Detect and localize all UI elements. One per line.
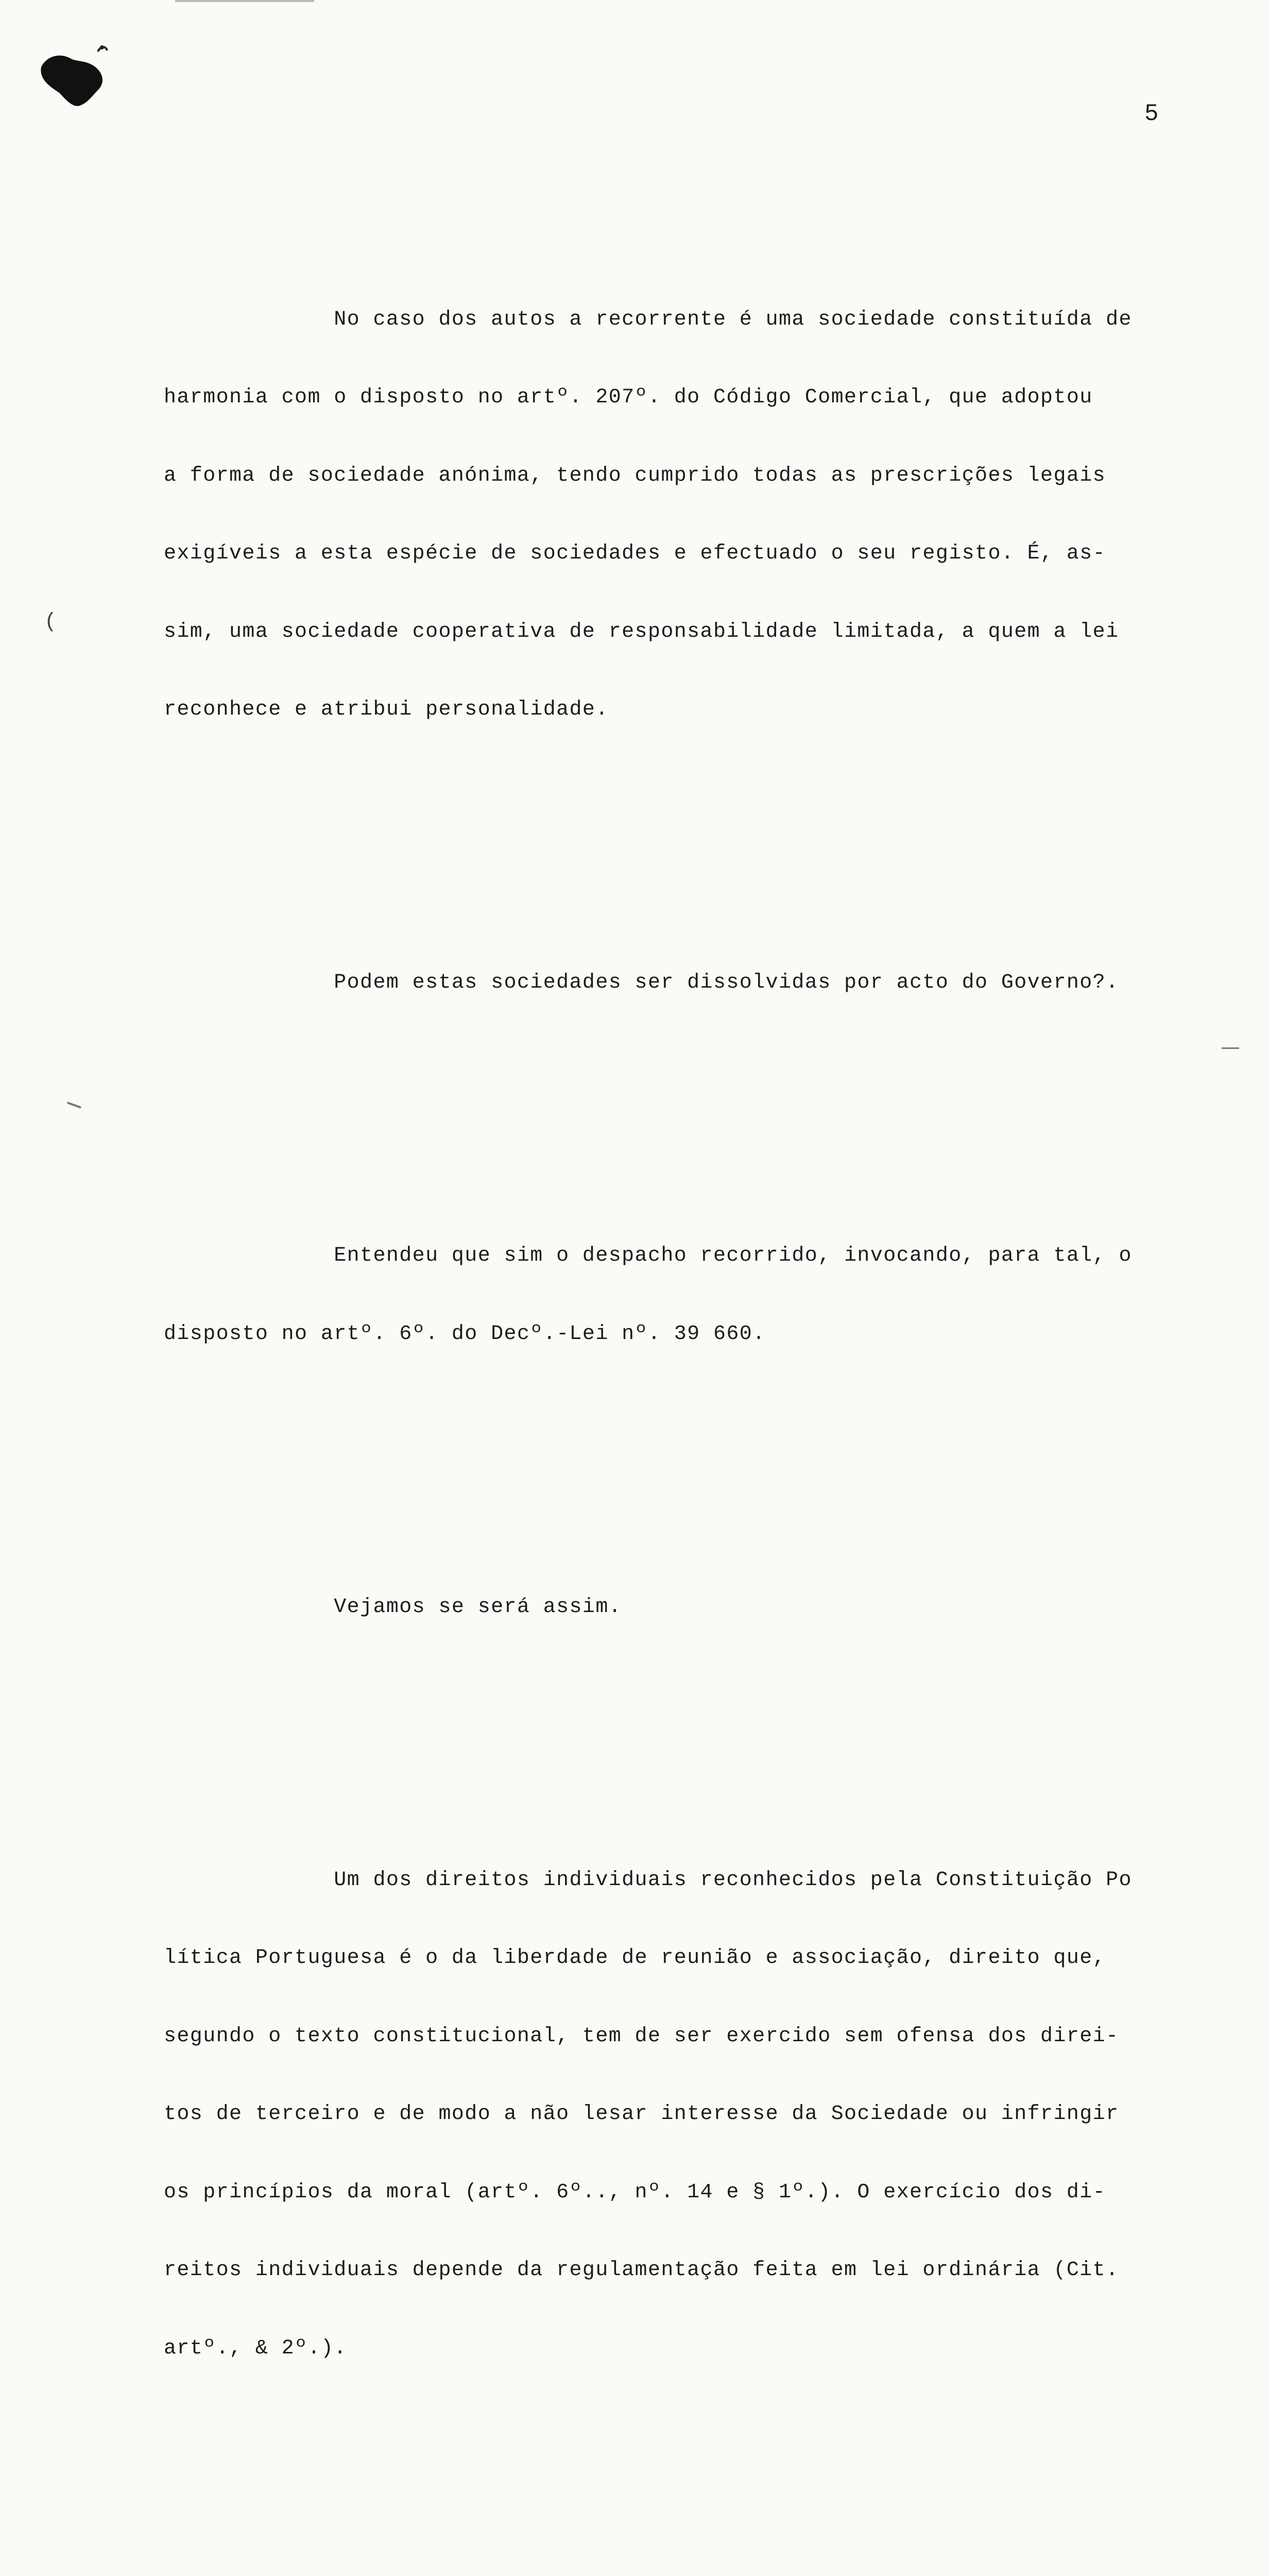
- text-line: sim, uma sociedade cooperativa de responsabilidade limitada, a quem a lei: [164, 619, 1186, 646]
- text-line: segundo o texto constitucional, tem de ser exercido sem ofensa dos direi-: [164, 2024, 1186, 2050]
- paragraph: [164, 1543, 1186, 1673]
- ink-blot-mark: [36, 36, 118, 113]
- text-line: No caso dos autos a recorrente é uma sociedade constituída de: [164, 307, 1186, 333]
- text-line: exigíveis a esta espécie de sociedades e efectuado o seu registo. É, as-: [164, 541, 1186, 567]
- body-text: [164, 177, 1186, 2576]
- paragraph: [164, 2557, 1186, 2576]
- text-line: artº., & 2º.).: [164, 2336, 1186, 2362]
- paragraph: [164, 1816, 1186, 2414]
- text-line: tos de terceiro e de modo a não lesar interesse da Sociedade ou infringir: [164, 2102, 1186, 2128]
- text-line: reitos individuais depende da regulamentação feita em lei ordinária (Cit.: [164, 2258, 1186, 2284]
- text-line: Podem estas sociedades ser dissolvidas por acto do Governo?.: [164, 970, 1186, 996]
- text-line: a forma de sociedade anónima, tendo cumprido todas as prescrições legais: [164, 463, 1186, 489]
- paragraph: [164, 918, 1186, 1048]
- text-line: Vejamos se será assim.: [164, 1595, 1186, 1621]
- text-line: Entendeu que sim o despacho recorrido, invocando, para tal, o: [164, 1243, 1186, 1269]
- top-edge-mark: [175, 0, 314, 2]
- paragraph: [164, 255, 1186, 775]
- margin-mark: (: [44, 611, 57, 634]
- text-line: harmonia com o disposto no artº. 207º. do Código Comercial, que adoptou: [164, 385, 1186, 411]
- text-line: disposto no artº. 6º. do Decº.-Lei nº. 39 660.: [164, 1321, 1186, 1348]
- text-line: lítica Portuguesa é o da liberdade de reunião e associação, direito que,: [164, 1945, 1186, 1972]
- margin-tick: [67, 1101, 81, 1108]
- text-line: os princípios da moral (artº. 6º.., nº. 14 e § 1º.). O exercício dos di-: [164, 2180, 1186, 2206]
- text-line: reconhece e atribui personalidade.: [164, 697, 1186, 723]
- text-line: Um dos direitos individuais reconhecidos pela Constituição Po: [164, 1868, 1186, 1894]
- page-number: 5: [1144, 101, 1159, 127]
- paragraph: [164, 1191, 1186, 1399]
- margin-tick: [1222, 1047, 1239, 1049]
